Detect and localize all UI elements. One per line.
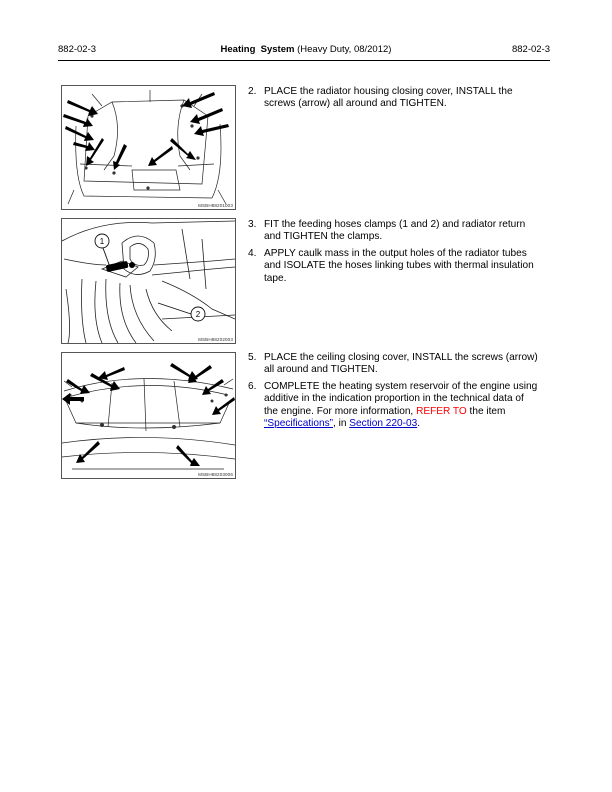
header-right-code: 882-02-3 [511,44,550,55]
figure-radiator-housing-cover [61,85,236,210]
step-number: 2. [248,86,257,97]
hose-clamp-illustration [62,219,235,343]
step-5 [248,352,538,377]
step-number: 5. [248,352,257,363]
figure-ceiling-closing-cover [61,352,236,479]
specifications-link[interactable]: “Specifications” [264,418,334,430]
figure-code: MSBH88201003 [198,203,233,208]
step-text-comma: , in [333,418,347,430]
callout-1: 1 [99,237,105,246]
figure-feeding-hose-clamps [61,218,236,344]
step-text: PLACE the ceiling closing cover, INSTALL the screws (arrow) all around and TIGHTEN. [264,352,538,376]
ceiling-cover-illustration [62,353,235,478]
step-6 [248,381,538,431]
step-2 [248,86,538,111]
step-4 [248,248,538,285]
header-rule [58,60,550,61]
step-group-1 [248,86,538,115]
step-group-2 [248,219,538,289]
header-title-suffix: (Heavy Duty, 08/2012) [297,44,392,55]
step-number: 6. [248,380,257,392]
figure-code: MSBH88202003 [198,337,233,342]
step-3 [248,219,538,244]
step-text-end: . [417,418,421,430]
section-220-03-link[interactable]: Section 220-03 [349,418,418,430]
step-text-before: COMPLETE the heating system reservoir of the engine using additive in the indication proportion in the technical data of the engine. For more information, [264,380,538,417]
header-left-code: 882-02-3 [58,44,97,55]
radiator-housing-illustration [62,86,235,209]
step-text: PLACE the radiator housing closing cover, INSTALL the screws (arrow) all around and TIGHTEN. [264,86,513,110]
figure-code: MSBH88203006 [198,472,233,477]
step-number: 4. [248,247,257,259]
header-title-system: System [260,44,295,55]
step-group-3 [248,352,538,434]
callout-2: 2 [195,310,201,319]
header-title-heating: Heating [220,44,256,55]
step-text-mid: the item [469,405,506,417]
step-text: APPLY caulk mass in the output holes of the radiator tubes and ISOLATE the hoses linking tubes with thermal insulation tape. [264,247,534,284]
step-number: 3. [248,219,257,230]
step-text: FIT the feeding hoses clamps (1 and 2) and radiator return and TIGHTEN the clamps. [264,219,526,243]
refer-to-label: REFER TO [416,405,467,417]
